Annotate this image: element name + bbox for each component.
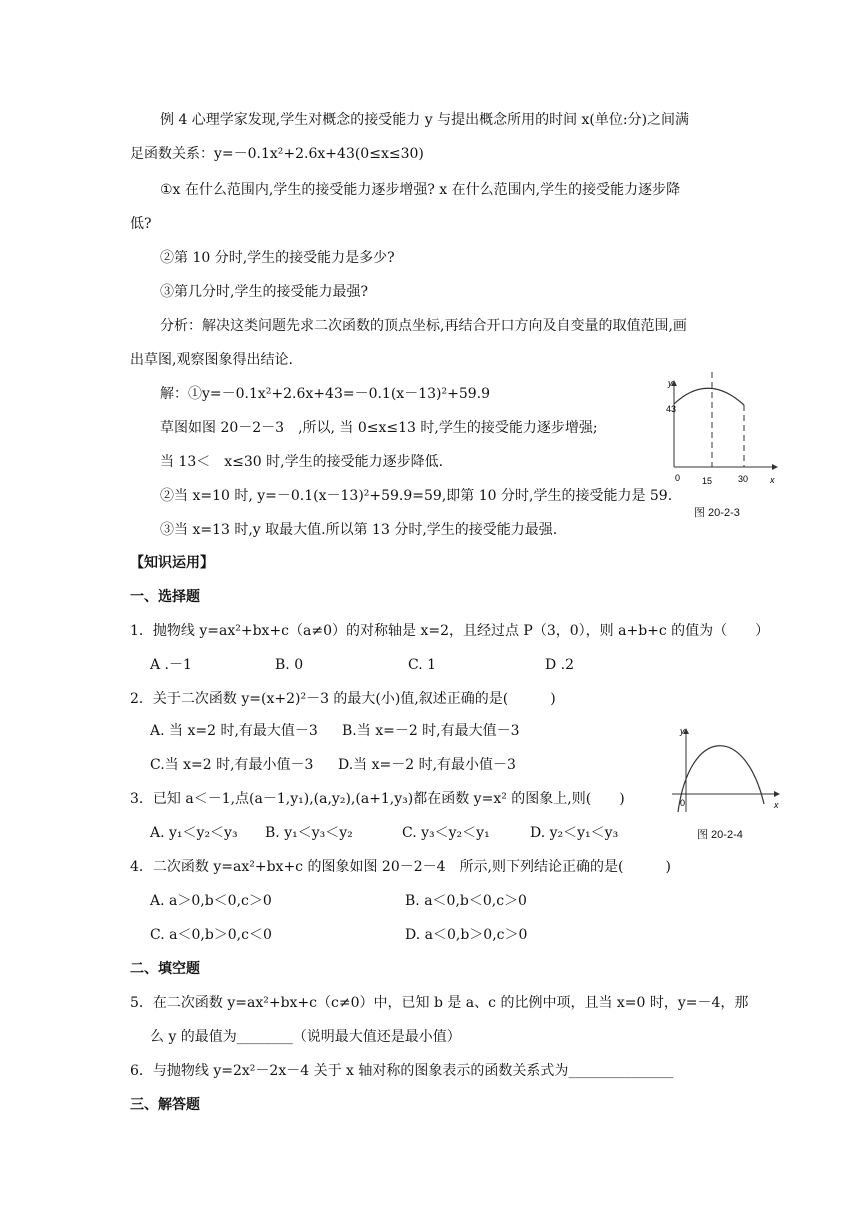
q2-option-c: C.当 x=2 时,有最小值－3 xyxy=(150,757,314,773)
question-5-line-2: 么 y 的最值为________（说明最大值还是最小值） xyxy=(150,1029,461,1045)
example-line-8: 出草图,观察图象得出结论. xyxy=(130,352,293,368)
question-3: 3．已知 a＜－1,点(a－1,y₁),(a,y₂),(a+1,y₃)都在函数 y=x² 的图象上,则( ) xyxy=(130,791,625,807)
q1-option-a: A .－1 xyxy=(150,657,192,673)
fig1-x-label: x xyxy=(770,475,775,485)
q4-option-c: C. a＜0,b＞0,c＜0 xyxy=(150,927,272,943)
example-line-6: ③第几分时,学生的接受能力最强? xyxy=(160,284,368,300)
example-line-4: 低? xyxy=(130,216,152,232)
knowledge-heading: 【知识运用】 xyxy=(130,555,214,571)
figure-20-2-3 xyxy=(664,372,784,490)
question-1: 1．抛物线 y=ax²+bx+c（a≠0）的对称轴是 x=2，且经过点 P（3，0），则 a+b+c 的值为（ ） xyxy=(130,623,770,639)
q3-option-a: A. y₁＜y₂＜y₃ xyxy=(150,825,238,841)
q3-option-b: B. y₁＜y₃＜y₂ xyxy=(265,825,353,841)
example-line-5: ②第 10 分时,学生的接受能力是多少? xyxy=(160,250,395,266)
question-4: 4．二次函数 y=ax²+bx+c 的图象如图 20－2－4 所示,则下列结论正确的是( ) xyxy=(130,859,671,875)
section-answer-heading: 三、解答题 xyxy=(130,1097,200,1113)
figure-20-2-4 xyxy=(670,724,786,816)
fig2-origin-label: 0 xyxy=(680,798,686,808)
q2-option-b: B.当 x=－2 时,有最大值－3 xyxy=(342,723,520,739)
example-line-13: ③当 x=13 时,y 取最大值.所以第 13 分时,学生的接受能力最强. xyxy=(160,522,558,538)
example-line-12: ②当 x=10 时, y=－0.1(x－13)²+59.9=59,即第 10 分时,学生的接受能力是 59. xyxy=(160,488,673,504)
fig1-label-43: 43 xyxy=(666,404,677,414)
fig1-label-15: 15 xyxy=(702,476,713,486)
q2-option-a: A. 当 x=2 时,有最大值－3 xyxy=(150,723,318,739)
example-line-11: 当 13＜ x≤30 时,学生的接受能力逐步降低. xyxy=(160,454,444,470)
example-line-10: 草图如图 20－2－3 ,所以, 当 0≤x≤13 时,学生的接受能力逐步增强; xyxy=(160,420,598,436)
q1-option-d: D .2 xyxy=(545,657,575,673)
fig1-label-30: 30 xyxy=(738,474,749,484)
figure-20-2-4-caption: 图 20-2-4 xyxy=(697,829,743,841)
q4-option-b: B. a＜0,b＜0,c＞0 xyxy=(405,893,527,909)
example-line-3: ①x 在什么范围内,学生的接受能力逐步增强? x 在什么范围内,学生的接受能力逐步降 xyxy=(160,182,681,198)
q4-option-d: D. a＜0,b＞0,c＞0 xyxy=(405,927,528,943)
example-line-9: 解：①y=－0.1x²+2.6x+43=－0.1(x－13)²+59.9 xyxy=(160,386,490,402)
q4-option-a: A. a＞0,b＜0,c＞0 xyxy=(150,893,272,909)
example-line-2: 足函数关系：y=－0.1x²+2.6x+43(0≤x≤30) xyxy=(130,146,424,162)
section-choice-heading: 一、选择题 xyxy=(130,589,200,605)
q3-option-d: D. y₂＜y₁＜y₃ xyxy=(530,825,619,841)
fig1-y-label: y xyxy=(668,378,673,388)
fig2-x-label: x xyxy=(774,800,779,810)
q3-option-c: C. y₃＜y₂＜y₁ xyxy=(402,825,490,841)
q1-option-c: C. 1 xyxy=(408,657,437,673)
question-6: 6．与抛物线 y=2x²－2x－4 关于 x 轴对称的图象表示的函数关系式为_______________ xyxy=(130,1063,674,1079)
fig2-y-label: y xyxy=(680,726,685,736)
q1-option-b: B. 0 xyxy=(275,657,304,673)
fig1-origin-label: 0 xyxy=(675,473,681,483)
question-5-line-1: 5．在二次函数 y=ax²+bx+c（c≠0）中，已知 b 是 a、c 的比例中项，且当 x=0 时，y=－4，那 xyxy=(130,995,749,1011)
q2-option-d: D.当 x=－2 时,有最小值－3 xyxy=(338,757,516,773)
question-2: 2．关于二次函数 y=(x+2)²－3 的最大(小)值,叙述正确的是( ) xyxy=(130,691,556,707)
figure-20-2-3-caption: 图 20-2-3 xyxy=(694,507,740,519)
example-line-1: 例 4 心理学家发现,学生对概念的接受能力 y 与提出概念所用的时间 x(单位:分)之间满 xyxy=(160,112,690,128)
section-fill-heading: 二、填空题 xyxy=(130,961,200,977)
example-line-7: 分析：解决这类问题先求二次函数的顶点坐标,再结合开口方向及自变量的取值范围,画 xyxy=(160,318,687,334)
